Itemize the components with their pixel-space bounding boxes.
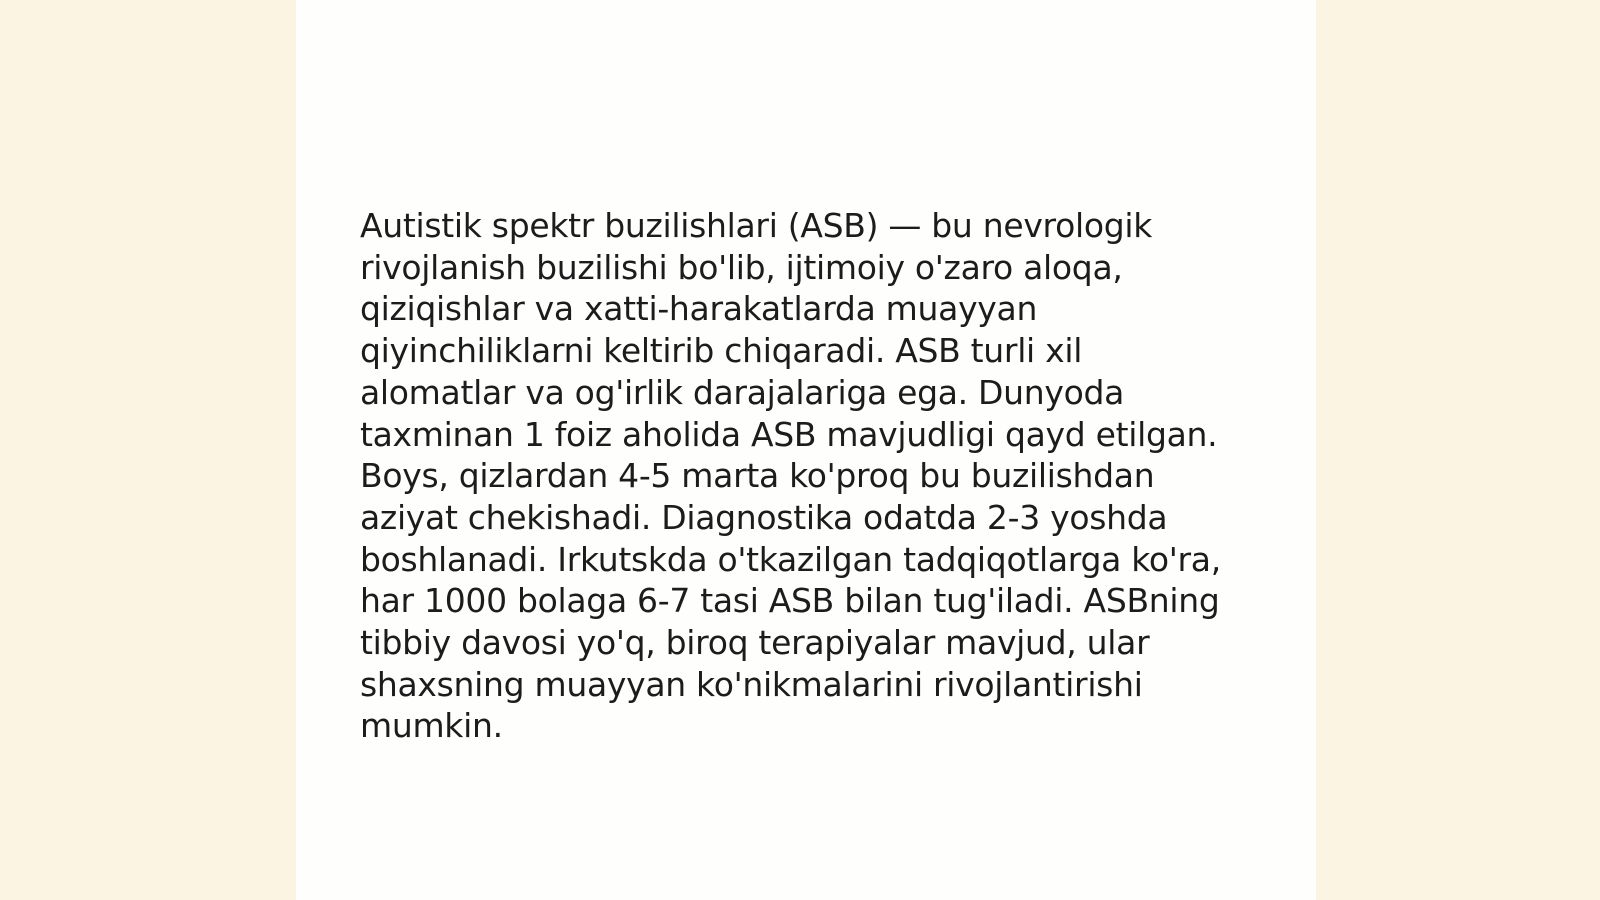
body-paragraph xyxy=(360,205,1240,747)
paragraph-line: shaxsning muayyan ko'nikmalarini rivojlantirishi xyxy=(360,664,1143,704)
paragraph-line: tibbiy davosi yo'q, biroq terapiyalar mavjud, ular xyxy=(360,623,1150,663)
paragraph-line: Boys, qizlardan 4-5 marta ko'proq bu buzilishdan xyxy=(360,456,1155,496)
paragraph-line: Autistik spektr buzilishlari (ASB) — bu nevrologik xyxy=(360,206,1153,245)
paragraph-line: rivojlanish buzilishi bo'lib, ijtimoiy o'zaro aloqa, xyxy=(360,247,1123,287)
paragraph-line: qiziqishlar va xatti-harakatlarda muayyan xyxy=(360,289,1038,329)
paragraph-line: taxminan 1 foiz aholida ASB mavjudligi qayd etilgan. xyxy=(360,414,1218,454)
paragraph-line: alomatlar va og'irlik darajalariga ega. Dunyoda xyxy=(360,372,1125,412)
paragraph-line: qiyinchiliklarni keltirib chiqaradi. ASB turli xil xyxy=(360,331,1083,371)
slide-canvas xyxy=(296,0,1316,900)
right-margin xyxy=(1316,0,1600,900)
paragraph-line: mumkin. xyxy=(360,706,503,746)
paragraph-line: boshlanadi. Irkutskda o'tkazilgan tadqiqotlarga ko'ra, xyxy=(360,539,1221,579)
left-margin xyxy=(0,0,296,900)
paragraph-line: har 1000 bolaga 6-7 tasi ASB bilan tug'iladi. ASBning xyxy=(360,581,1220,621)
paragraph-line: aziyat chekishadi. Diagnostika odatda 2-3 yoshda xyxy=(360,497,1168,537)
